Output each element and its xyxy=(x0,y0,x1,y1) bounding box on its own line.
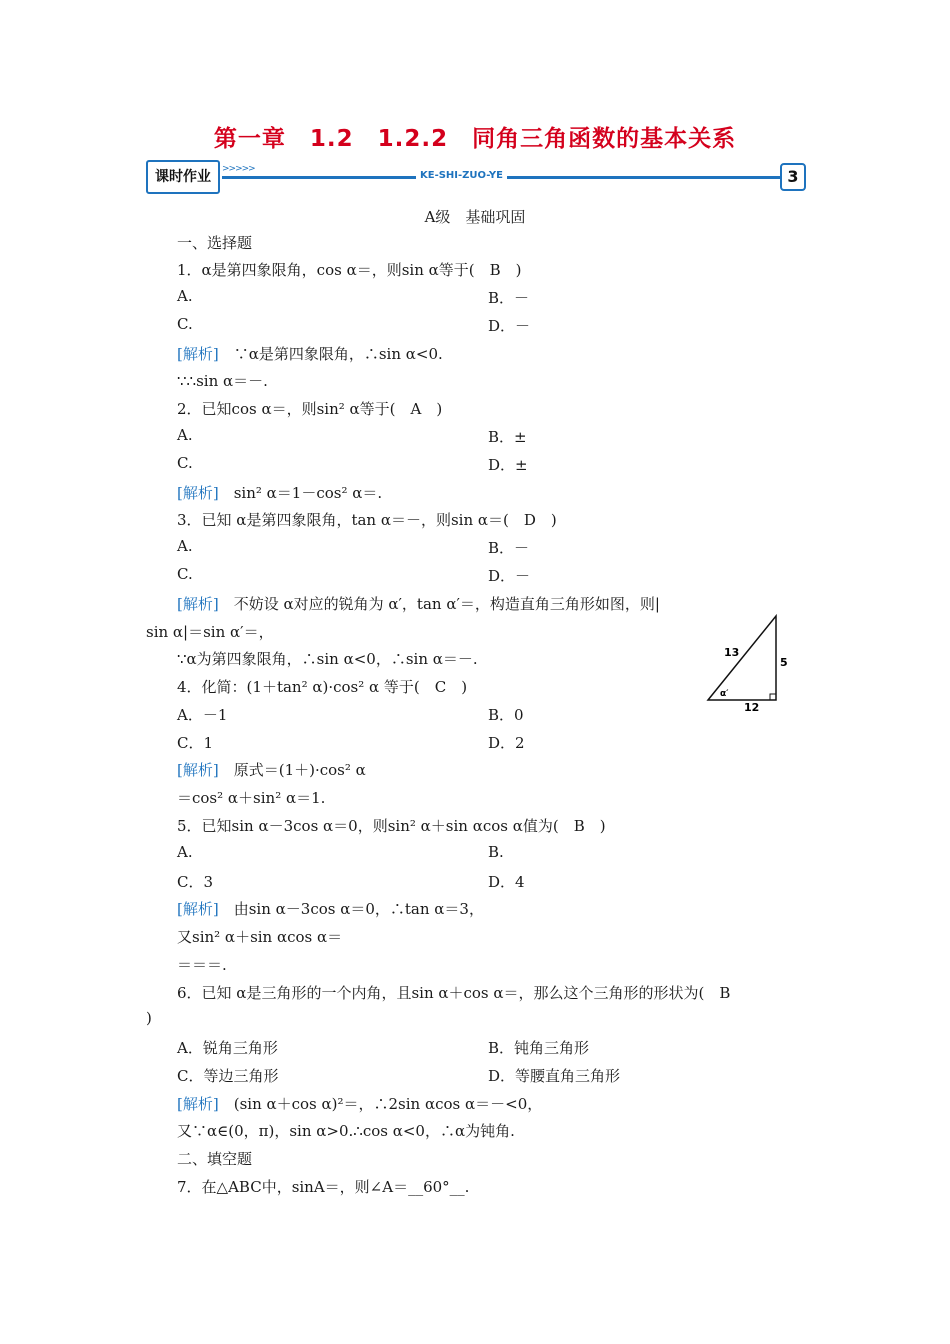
text-line xyxy=(177,509,557,530)
text-line xyxy=(177,565,193,583)
line-text: B．0 xyxy=(488,706,524,724)
line-text: (sin α＋cos α)²＝，∴2sin αcos α＝－<0， xyxy=(218,1095,543,1113)
text-line xyxy=(177,704,227,725)
line-text: B．－ xyxy=(488,539,530,557)
line-text: 二、填空题 xyxy=(177,1150,253,1168)
text-line xyxy=(177,1037,278,1058)
line-text: 原式＝(1＋)·cos² α xyxy=(218,761,366,779)
text-line xyxy=(488,1065,620,1086)
analysis-tag: [解析] xyxy=(177,345,219,363)
line-text: 又sin² α＋sin αcos α＝ xyxy=(177,928,343,946)
hypotenuse-label: 13 xyxy=(724,646,740,659)
line-text: 7．在△ABC中，sinA＝，则∠A＝__60°__. xyxy=(177,1178,470,1196)
line-text: 6．已知 α是三角形的一个内角，且sin α＋cos α＝，那么这个三角形的形状为( B xyxy=(177,984,731,1002)
text-line xyxy=(146,621,274,642)
line-text: ) xyxy=(146,1009,152,1027)
line-text: B. xyxy=(488,843,504,861)
text-line xyxy=(177,843,193,861)
adjacent-label: 12 xyxy=(744,701,760,712)
text-line xyxy=(177,259,521,280)
text-line xyxy=(177,815,606,836)
text-line xyxy=(177,537,193,555)
line-text: C. xyxy=(177,454,193,472)
line-text: D．等腰直角三角形 xyxy=(488,1067,621,1085)
text-line xyxy=(177,482,382,503)
text-line xyxy=(177,1120,515,1141)
text-line xyxy=(177,954,227,975)
text-line xyxy=(488,1037,589,1058)
section-level: A级 基础巩固 xyxy=(424,208,526,226)
line-text: D．4 xyxy=(488,873,525,891)
line-text: A. xyxy=(177,843,193,861)
text-line xyxy=(488,426,527,447)
text-line xyxy=(177,648,478,669)
text-line xyxy=(177,315,193,333)
line-text: A．锐角三角形 xyxy=(177,1039,278,1057)
line-text: C．等边三角形 xyxy=(177,1067,279,1085)
text-line xyxy=(177,232,252,253)
line-text: 不妨设 α对应的锐角为 α′，tan α′＝，构造直角三角形如图，则| xyxy=(218,595,660,613)
line-text: ＝＝＝. xyxy=(177,956,227,974)
text-line xyxy=(177,1148,252,1169)
line-text: A. xyxy=(177,287,193,305)
line-text: ＝cos² α＋sin² α＝1. xyxy=(177,789,326,807)
homework-banner xyxy=(146,160,806,192)
text-line xyxy=(177,982,730,1003)
text-line xyxy=(177,1176,469,1197)
line-text: 4．化简：(1＋tan² α)·cos² α 等于( C ) xyxy=(177,678,468,696)
page-title: 第一章 1.2 1.2.2 同角三角函数的基本关系 xyxy=(213,126,737,152)
line-text: D．－ xyxy=(488,567,531,585)
line-text: 由sin α－3cos α＝0，∴tan α＝3， xyxy=(218,900,484,918)
line-text: C．3 xyxy=(177,873,214,891)
text-line xyxy=(488,871,525,892)
text-line xyxy=(177,732,213,753)
line-text: B．钝角三角形 xyxy=(488,1039,590,1057)
analysis-tag: [解析] xyxy=(177,484,219,502)
banner-number: 3 xyxy=(780,163,806,191)
right-triangle-figure xyxy=(704,612,794,712)
line-text: D．± xyxy=(488,456,528,474)
triangle-shape xyxy=(708,616,776,700)
line-text: 3．已知 α是第四象限角，tan α＝－，则sin α＝( D ) xyxy=(177,511,557,529)
line-text: C. xyxy=(177,315,193,333)
analysis-tag: [解析] xyxy=(177,761,219,779)
line-text: A．－1 xyxy=(177,706,228,724)
analysis-tag: [解析] xyxy=(177,595,219,613)
text-line xyxy=(177,787,325,808)
text-line xyxy=(488,537,529,558)
line-text: 5．已知sin α－3cos α＝0，则sin² α＋sin αcos α值为( B ) xyxy=(177,817,606,835)
line-text: B．－ xyxy=(488,289,530,307)
text-line xyxy=(177,426,193,444)
line-text: ∵α是第四象限角，∴sin α<0. xyxy=(218,345,443,363)
text-line xyxy=(177,287,193,305)
line-text: 一、选择题 xyxy=(177,234,253,252)
banner-subtitle: KE-SHI-ZUO-YE xyxy=(416,170,507,181)
line-text: C．1 xyxy=(177,734,214,752)
line-text: B．± xyxy=(488,428,527,446)
line-text: ∵∴sin α＝－. xyxy=(177,372,268,390)
text-line xyxy=(177,759,366,780)
text-line xyxy=(177,898,484,919)
text-line xyxy=(177,593,660,614)
text-line xyxy=(488,287,529,308)
line-text: D．－ xyxy=(488,317,531,335)
analysis-tag: [解析] xyxy=(177,900,219,918)
line-text: ∵α为第四象限角，∴sin α<0，∴sin α＝－. xyxy=(177,650,478,668)
line-text: 2．已知cos α＝，则sin² α等于( A ) xyxy=(177,400,443,418)
line-text: C. xyxy=(177,565,193,583)
text-line xyxy=(488,843,504,861)
line-text: sin α|＝sin α′＝， xyxy=(146,623,274,641)
text-line xyxy=(177,343,443,364)
line-text: D．2 xyxy=(488,734,525,752)
text-line xyxy=(488,454,528,475)
text-line xyxy=(177,871,213,892)
text-line xyxy=(146,1009,152,1027)
text-line xyxy=(177,454,193,472)
text-line xyxy=(177,926,342,947)
angle-label: α′ xyxy=(720,689,729,699)
banner-arrows: >>>>> xyxy=(222,164,255,174)
text-line xyxy=(177,370,268,391)
line-text: 又∵α∈(0，π)，sin α>0.∴cos α<0，∴α为钝角. xyxy=(177,1122,515,1140)
text-line xyxy=(177,676,467,697)
line-text: A. xyxy=(177,537,193,555)
text-line xyxy=(488,565,530,586)
text-line xyxy=(177,398,442,419)
text-line xyxy=(488,315,530,336)
text-line xyxy=(488,732,525,753)
line-text: sin² α＝1－cos² α＝. xyxy=(218,484,383,502)
opposite-label: 5 xyxy=(780,656,788,669)
line-text: 1．α是第四象限角，cos α＝，则sin α等于( B ) xyxy=(177,261,522,279)
line-text: A. xyxy=(177,426,193,444)
right-angle-mark xyxy=(770,694,776,700)
banner-label: 课时作业 xyxy=(146,160,220,194)
text-line xyxy=(488,704,524,725)
analysis-tag: [解析] xyxy=(177,1095,219,1113)
text-line xyxy=(177,1093,542,1114)
text-line xyxy=(177,1065,278,1086)
